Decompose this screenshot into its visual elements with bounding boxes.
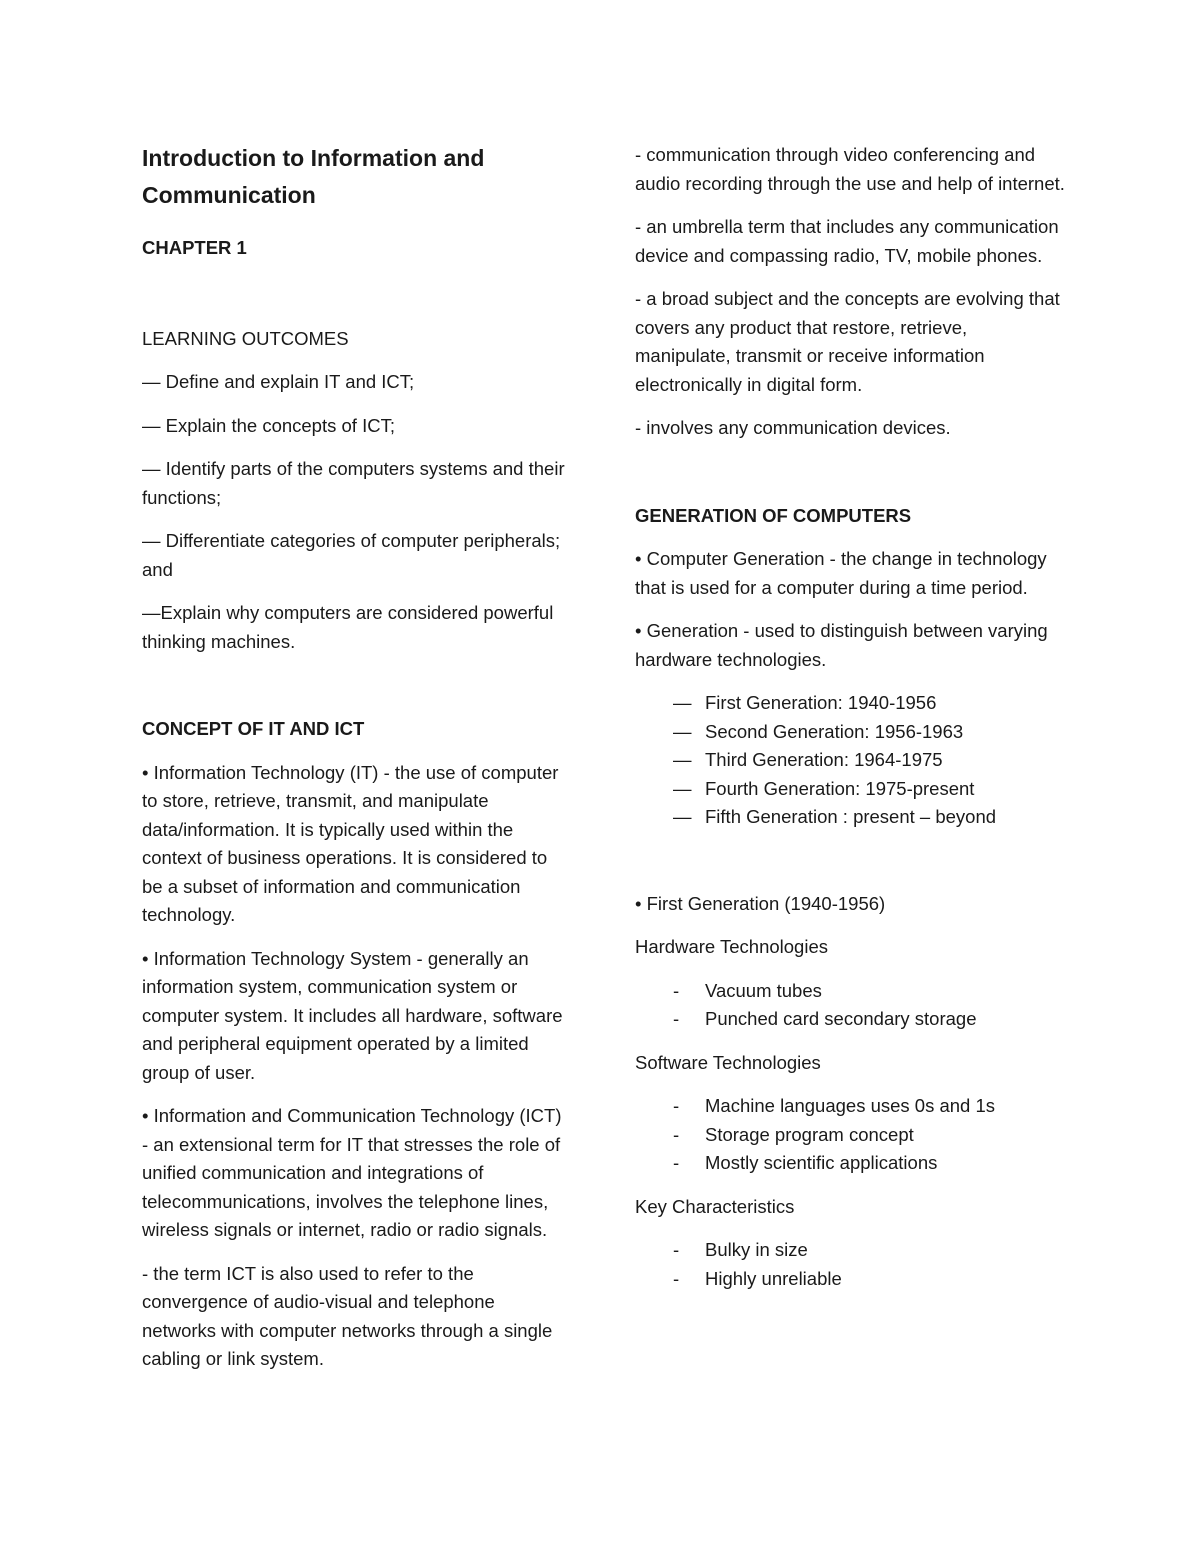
hardware-heading: Hardware Technologies xyxy=(635,936,828,957)
outcome-item: — Identify parts of the computers systems and their functions; xyxy=(142,458,565,508)
concept-paragraph: • Information Technology (IT) - the use of computer to store, retrieve, transmit, and manipulate data/information. It is typically used within the context of business operations. It is considered to be a subset of information and communication technology. xyxy=(142,761,559,925)
first-generation-heading: • First Generation (1940-1956) xyxy=(635,892,886,914)
outcome-item: — Explain the concepts of ICT; xyxy=(142,414,395,436)
learning-outcomes-heading: LEARNING OUTCOMES xyxy=(142,327,349,349)
right-column xyxy=(635,141,1065,1308)
generation-heading: GENERATION OF COMPUTERS xyxy=(635,504,912,526)
outcome-item: —Explain why computers are considered powerful thinking machines. xyxy=(142,602,554,652)
list-item: - Highly unreliable xyxy=(673,1267,842,1289)
list-item: — Second Generation: 1956-1963 xyxy=(673,720,964,742)
list-item: - Storage program concept xyxy=(673,1123,914,1145)
concept-paragraph: - the term ICT is also used to refer to the convergence of audio-visual and telephone networks with computer networks through a single cabling or link system. xyxy=(142,1262,553,1369)
generation-paragraph: • Generation - used to distinguish between varying hardware technologies. xyxy=(635,620,1048,670)
list-item: — First Generation: 1940-1956 xyxy=(673,692,937,713)
generation-paragraph: • Computer Generation - the change in technology that is used for a computer during a time period. xyxy=(635,548,1047,598)
list-item: — Fifth Generation : present – beyond xyxy=(673,806,997,827)
document-title: Introduction to Information and Communication xyxy=(142,145,485,208)
hardware-list xyxy=(635,977,1065,1034)
list-item: - Bulky in size xyxy=(673,1239,808,1260)
concept-paragraph: • Information and Communication Technology (ICT) - an extensional term for IT that stresses the role of unified communication and integrations of telecommunications, involves the telephone lines, wireless signals or internet, radio or radio signals. xyxy=(142,1105,562,1240)
list-item: - Punched card secondary storage xyxy=(673,1008,977,1029)
list-item: - Machine languages uses 0s and 1s xyxy=(673,1095,996,1116)
list-item: - Vacuum tubes xyxy=(673,979,822,1001)
software-list xyxy=(635,1092,1065,1178)
generations-list xyxy=(635,689,1065,832)
key-characteristics-heading: Key Characteristics xyxy=(635,1195,795,1217)
ict-paragraph: - a broad subject and the concepts are evolving that covers any product that restore, retrieve, manipulate, transmit or receive information electronically in digital form. xyxy=(635,288,1060,395)
key-characteristics-list xyxy=(635,1236,1065,1293)
concept-heading: CONCEPT OF IT AND ICT xyxy=(142,718,365,739)
list-item: — Third Generation: 1964-1975 xyxy=(673,749,943,770)
ict-paragraph: - an umbrella term that includes any communication device and compassing radio, TV, mobile phones. xyxy=(635,216,1059,266)
list-item: — Fourth Generation: 1975-present xyxy=(673,777,975,799)
ict-paragraph: - communication through video conferencing and audio recording through the use and help of internet. xyxy=(635,144,1065,194)
software-heading: Software Technologies xyxy=(635,1051,821,1073)
concept-paragraph: • Information Technology System - generally an information system, communication system or computer system. It includes all hardware, software and peripheral equipment operated by a limited group of user. xyxy=(142,947,563,1083)
list-item: - Mostly scientific applications xyxy=(673,1152,938,1173)
outcome-item: — Differentiate categories of computer peripherals; and xyxy=(142,530,561,580)
outcome-item: — Define and explain IT and ICT; xyxy=(142,371,415,392)
left-column xyxy=(142,140,572,1389)
ict-paragraph: - involves any communication devices. xyxy=(635,417,951,438)
chapter-label: CHAPTER 1 xyxy=(142,237,247,258)
